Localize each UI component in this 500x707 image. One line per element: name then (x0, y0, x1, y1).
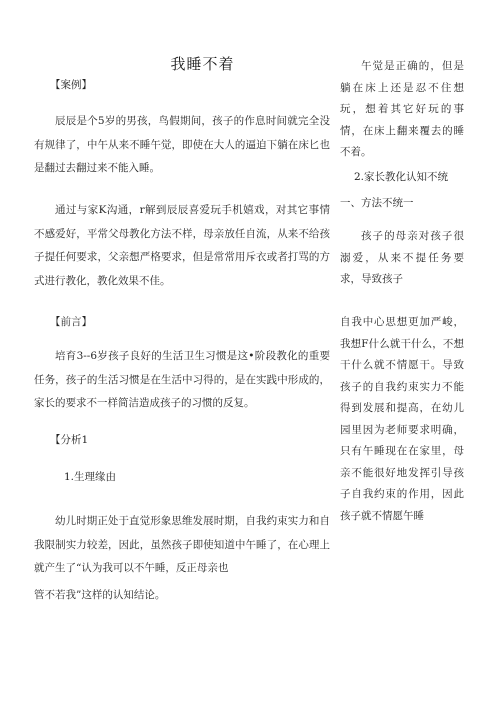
case-heading: 【案例】 (50, 79, 92, 91)
preface-paragraph: 培育3--6岁孩子良好的生活卫生习惯是这•阶段教化的重要任务，孩子的生活习惯是在生活中习得的，是在实践中形成的，家长的要求不一样简洁造成孩子的习惯的反复。 (34, 350, 330, 409)
analysis-subheading-1: 1.生理缘由 (64, 471, 117, 483)
analysis-paragraph-1: 幼儿时期正处于直觉形象思维发展时期，自我约束实力和自我限制实力较差，因此，虽然孩子即使知道中午睡了，在心理上就产生了“认为我可以不午睡，反正母亲也 (34, 515, 330, 574)
analysis-paragraph-1-end: 管不若我”这样的认知结论。 (34, 589, 166, 601)
case-paragraph-1: 辰辰是个5岁的男孩，鸟假期间，孩子的作息时间就完全没有规律了，中午从来不睡午觉，即使在大人的逼迫下躺在床匕也是翻过去翻过来不能入睡。 (34, 115, 330, 174)
analysis-subheading-2-cont: 一、方法不统一 (340, 197, 414, 209)
right-paragraph-3: 自我中心思想更加严峻，我想F什么就干什么，不想干什么就不情愿干。导致孩子的自我约束实力不能得到发展和提高，在幼儿园里因为老师要求明确，只有午睡现在在家里，母亲不能很好地发挥引导孩子自我约束的作用，因此孩子就不情愿午睡 (340, 316, 464, 522)
right-paragraph-1: 午觉是正确的，但是躺在床上还是忍不住想玩，想着其它好玩的事情，在床上翻来覆去的睡不着。 (340, 60, 464, 158)
analysis-subheading-2: 2.家长教化认知不统 (354, 171, 449, 183)
analysis-heading: 【分析1 (50, 434, 89, 446)
case-paragraph-2: 通过与家K沟通，r解到辰辰喜爱玩手机嬉戏，对其它事情不感爱好，平常父母教化方法不样，母亲放任自流，从来不给孩子提任何要求，父亲想严格要求，但是常常用斥衣或者打骂的方式进行教化，教化效果不佳。 (34, 204, 330, 287)
page-title: 我睡不着 (170, 55, 235, 73)
preface-heading: 【前言】 (50, 316, 92, 328)
right-paragraph-2: 孩子的母亲对孩子很溺爱，从来不提任务要求，导致孩子 (340, 230, 464, 285)
